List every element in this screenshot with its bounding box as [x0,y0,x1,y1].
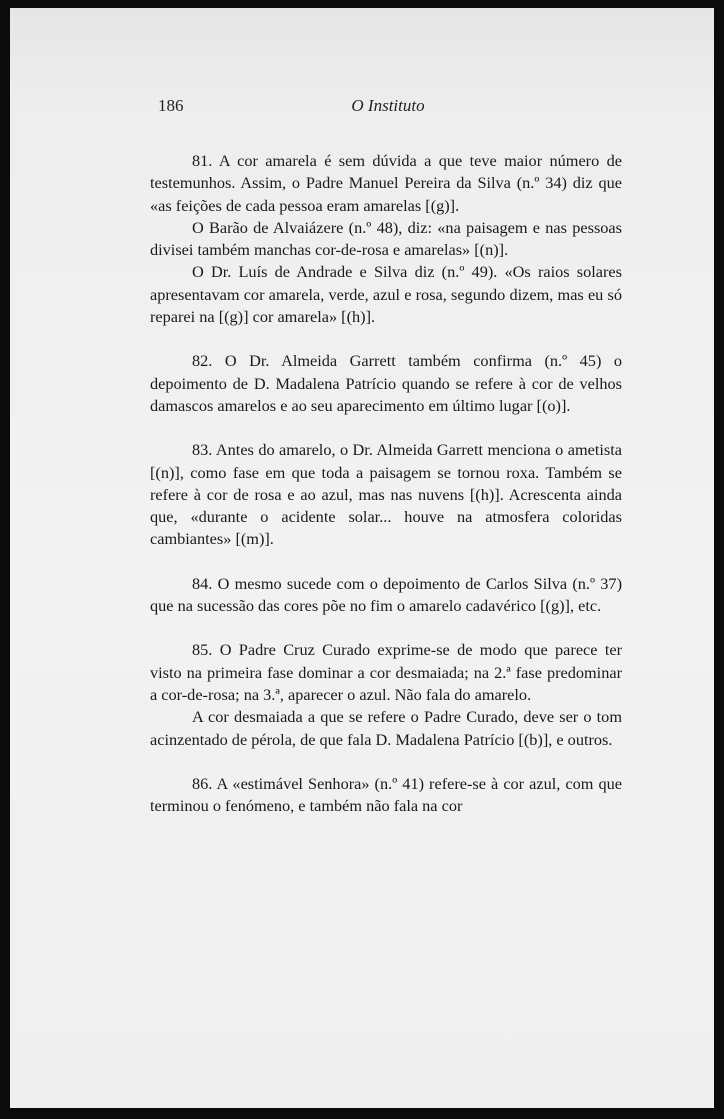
paragraph-text: Antes do amarelo, o Dr. Almeida Garrett menciona o ametista [(n)], como fase em que toda a paisagem se tornou roxa. Também se refere à cor de rosa e ao azul, mas nas nuvens [(h)]. Acrescenta ainda que, «durante o acidente solar... houve na atmosfera coloridas cambiantes» [(m)]. [150,440,623,549]
paragraph-number: 86. [192,773,213,793]
running-title: O Instituto [351,96,425,115]
paragraph-number: 85. [192,640,213,660]
paragraph-84 [150,573,622,618]
paragraph-85 [150,639,622,706]
paragraph-82 [150,350,622,417]
paragraph-text: O Dr. Luís de Andrade e Silva diz (n.º 49). «Os raios solares apresentavam cor amarela, verde, azul e rosa, segundo dizem, mas eu só reparei na [(g)] cor amarela» [(h)]. [150,262,622,327]
paragraph-text: O Padre Cruz Curado exprime-se de modo que parece ter visto na primeira fase dominar a cor desmaiada; na 2.ª fase predominar a cor-de-rosa; na 3.ª, aparecer o azul. Não fala do amarelo. [150,640,623,704]
paragraph-86 [150,773,622,818]
paragraph-number: 82. [192,351,213,371]
page-number: 186 [158,96,184,115]
paragraph-85-curado [150,706,622,751]
paragraph-number: 84. [192,573,213,593]
paragraph-text: A «estimável Senhora» (n.º 41) refere-se à cor azul, com que terminou o fenómeno, e também não fala na cor [150,773,622,816]
paragraph-text: O mesmo sucede com o depoimento de Carlos Silva (n.º 37) que na sucessão das cores põe no fim o amarelo cadavérico [(g)], etc. [150,573,622,616]
paragraph-81-andrade [150,261,622,328]
paragraph-text: A cor desmaiada a que se refere o Padre Curado, deve ser o tom acinzentado de pérola, de que fala D. Madalena Patrício [(b)], e outros. [150,707,622,749]
body-text [150,150,622,817]
paragraph-81 [150,150,622,217]
paragraph-number: 83. [192,440,213,460]
paragraph-number: 81. [192,151,213,170]
paragraph-81-barao [150,217,622,262]
paragraph-text: O Dr. Almeida Garrett também confirma (n.º 45) o depoimento de D. Madalena Patrício quando se refere à cor de velhos damascos amarelos e ao seu aparecimento em último lugar [(o)]. [150,351,623,415]
paragraph-text: O Barão de Alvaiázere (n.º 48), diz: «na paisagem e nas pessoas divisei também manchas cor-de-rosa e amarelas» [(n)]. [150,217,622,260]
page-header [158,96,618,120]
paragraph-83 [150,439,622,550]
paragraph-text: A cor amarela é sem dúvida a que teve maior número de testemunhos. Assim, o Padre Manuel Pereira da Silva (n.º 34) diz que «as feições de cada pessoa eram amarelas [(g)]. [150,151,622,215]
